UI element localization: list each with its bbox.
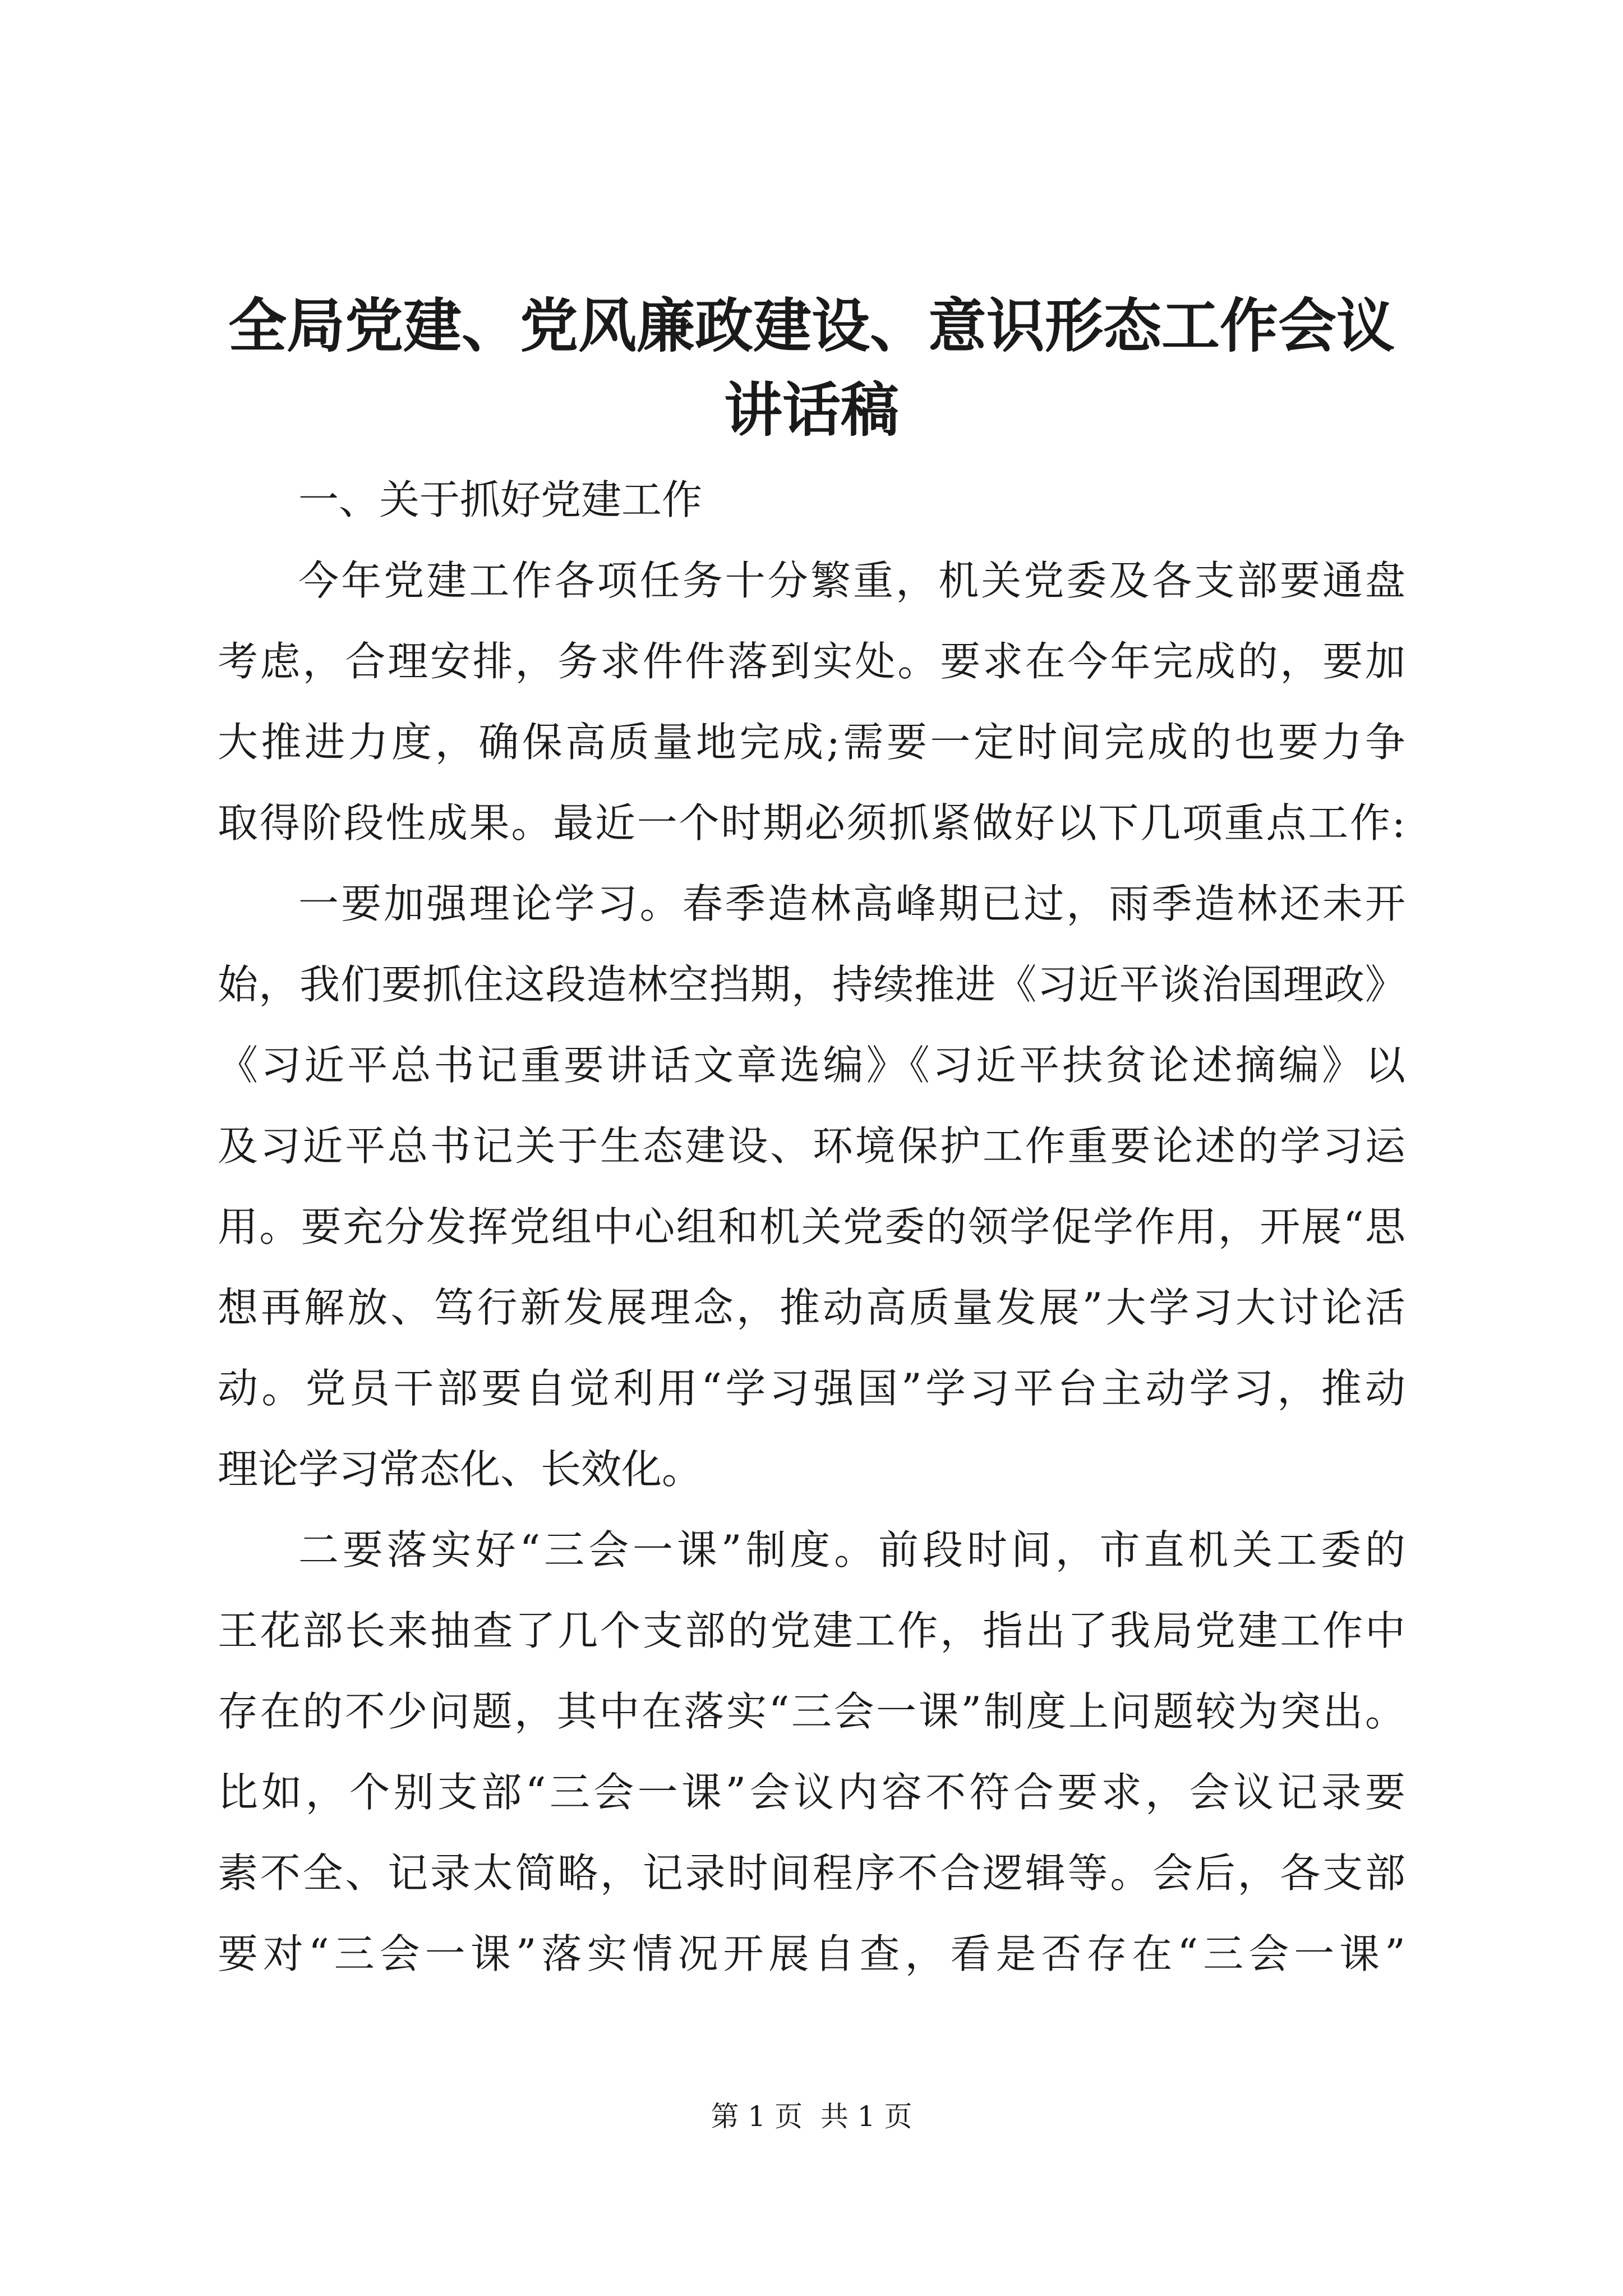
text-line: 想再解放、笃行新发展理念，推动高质量发展”大学习大讨论活 <box>218 1284 1405 1331</box>
text-line: 二要落实好“三会一课”制度。前段时间，市直机关工委的 <box>298 1526 1405 1573</box>
text-line: 比如，个别支部“三会一课”会议内容不符合要求，会议记录要 <box>218 1769 1405 1816</box>
text-line: 一要加强理论学习。春季造林高峰期已过，雨季造林还未开 <box>298 880 1405 927</box>
text-line: 理论学习常态化、长效化。 <box>218 1446 703 1493</box>
text-line: 一、关于抓好党建工作 <box>298 476 703 523</box>
text-line: 取得阶段性成果。最近一个时期必须抓紧做好以下几项重点工作: <box>218 799 1405 846</box>
text-line: 存在的不少问题，其中在落实“三会一课”制度上问题较为突出。 <box>218 1688 1405 1735</box>
paragraph <box>218 540 1405 863</box>
text-line: 素不全、记录太简略，记录时间程序不合逻辑等。会后，各支部 <box>218 1849 1405 1897</box>
title-line: 全局党建、党风廉政建设、意识形态工作会议 <box>228 291 1395 360</box>
text-line: 《习近平总书记重要讲话文章选编》《习近平扶贫论述摘编》以 <box>218 1042 1405 1089</box>
text-line: 王花部长来抽查了几个支部的党建工作，指出了我局党建工作中 <box>218 1607 1405 1654</box>
text-line: 及习近平总书记关于生态建设、环境保护工作重要论述的学习运 <box>218 1122 1405 1170</box>
text-line: 要对“三会一课”落实情况开展自查，看是否存在“三会一课” <box>218 1930 1405 1977</box>
document-title <box>0 284 1623 452</box>
text-line: 始，我们要抓住这段造林空挡期，持续推进《习近平谈治国理政》 <box>218 961 1405 1008</box>
paragraph <box>218 1510 1405 1994</box>
text-line: 用。要充分发挥党组中心组和机关党委的领学促学作用，开展“思 <box>218 1203 1405 1250</box>
page-footer: 第 1 页 共 1 页 <box>711 2100 912 2133</box>
document-body <box>218 459 1405 1994</box>
text-line: 动。党员干部要自觉利用“学习强国”学习平台主动学习，推动 <box>218 1365 1405 1412</box>
paragraph-section-heading <box>218 459 1405 540</box>
paragraph <box>218 863 1405 1510</box>
text-line: 考虑，合理安排，务求件件落到实处。要求在今年完成的，要加 <box>218 638 1405 685</box>
text-line: 大推进力度，确保高质量地完成;需要一定时间完成的也要力争 <box>218 719 1405 766</box>
text-line: 今年党建工作各项任务十分繁重，机关党委及各支部要通盘 <box>298 557 1405 604</box>
title-line: 讲话稿 <box>723 375 899 444</box>
